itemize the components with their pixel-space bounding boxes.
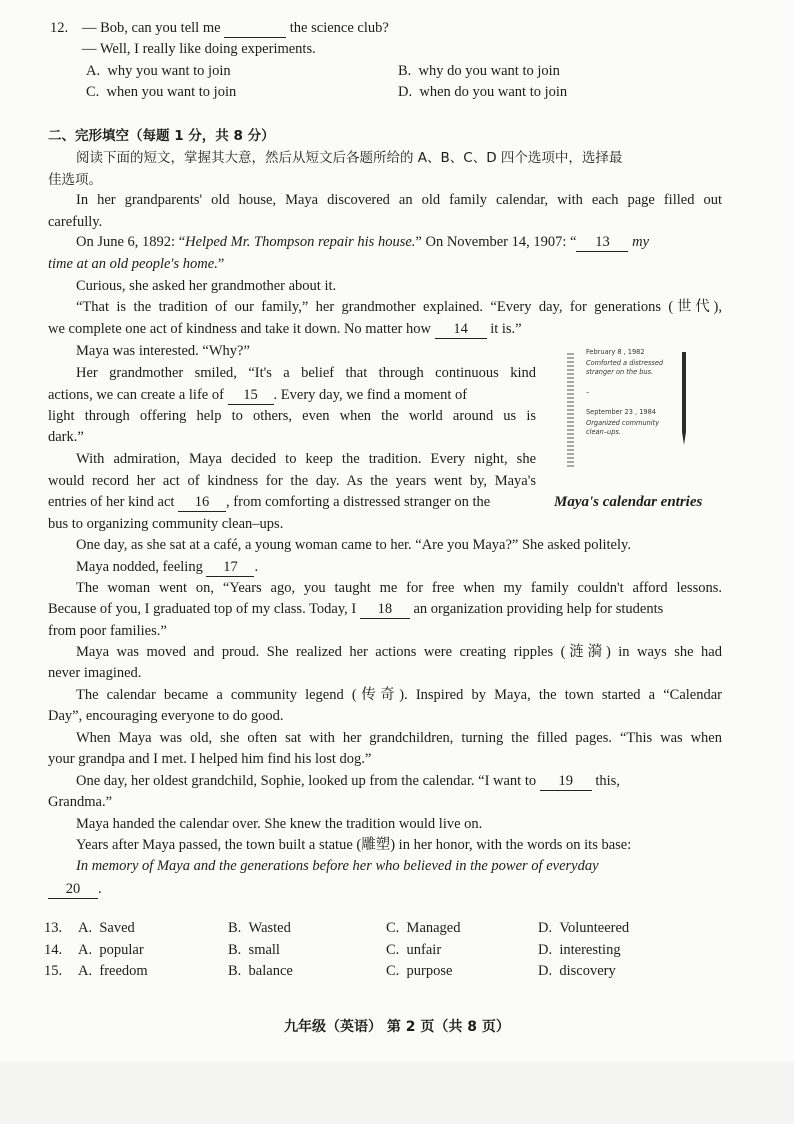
question-15-option-c[interactable]: C. purpose — [386, 963, 453, 979]
question-12-line-1: — Bob, can you tell me the science club? — [82, 20, 389, 36]
question-13-option-d[interactable]: D. Volunteered — [538, 920, 630, 936]
question-15-option-d[interactable]: D. discovery — [538, 963, 616, 979]
passage-paragraph-14-line-2: Grandma.” — [48, 794, 113, 810]
calendar-entry-2-line-1: Organized community — [586, 419, 660, 427]
question-12-option-a[interactable]: A. why you want to join — [86, 63, 231, 79]
question-15-option-a[interactable]: A. freedom — [78, 963, 148, 979]
question-12-blank — [224, 20, 286, 38]
calendar-entry-1-date: February 8 , 1982 — [586, 348, 645, 356]
passage-paragraph-6-line-3: light through offering help to others, even when the world around us is — [48, 408, 536, 424]
page-footer: 九年级（英语） 第 2 页（共 8 页） — [284, 1019, 510, 1035]
passage-paragraph-5: Maya was interested. “Why?” — [76, 343, 250, 359]
calendar-entry-2-line-2: clean–ups. — [586, 428, 621, 436]
blank-15[interactable]: 15 — [228, 387, 274, 405]
passage-paragraph-7-line-4: bus to organizing community clean–ups. — [48, 516, 284, 532]
calendar-caption: Maya's calendar entries — [554, 494, 703, 510]
passage-paragraph-13-line-1: When Maya was old, she often sat with her grandchildren, turning the filled pages. “This was when — [76, 730, 722, 746]
passage-paragraph-14-line-1: One day, her oldest grandchild, Sophie, looked up from the calendar. “I want to 19 this, — [76, 773, 620, 789]
question-15-number: 15. — [44, 963, 63, 979]
passage-paragraph-11-line-2: never imagined. — [48, 665, 142, 681]
question-14-option-d[interactable]: D. interesting — [538, 942, 621, 958]
passage-paragraph-10-line-3: from poor families.” — [48, 623, 167, 639]
question-13-option-c[interactable]: C. Managed — [386, 920, 461, 936]
passage-paragraph-16: Years after Maya passed, the town built a statue (雕塑) in her honor, with the words on its base: — [76, 837, 632, 853]
passage-paragraph-15: Maya handed the calendar over. She knew the tradition would live on. — [76, 816, 483, 832]
calendar-entry-2-date: September 23 , 1984 — [586, 408, 657, 416]
section-instruction-line-2: 佳选项。 — [48, 172, 102, 188]
blank-19[interactable]: 19 — [540, 773, 592, 791]
question-12-option-d[interactable]: D. when do you want to join — [398, 84, 568, 100]
passage-paragraph-17-line-1: In memory of Maya and the generations before her who believed in the power of everyday — [76, 858, 599, 874]
passage-paragraph-2-line-2: time at an old people's home.” — [48, 256, 225, 272]
question-13-number: 13. — [44, 920, 63, 936]
question-14-number: 14. — [44, 942, 63, 958]
question-14-option-b[interactable]: B. small — [228, 942, 280, 958]
spiral-binding-icon — [566, 350, 576, 472]
passage-paragraph-7-line-3: entries of her kind act 16 , from comforting a distressed stranger on the — [48, 494, 491, 510]
passage-paragraph-1-line-2: carefully. — [48, 214, 103, 230]
question-12-line-2: — Well, I really like doing experiments. — [82, 41, 316, 57]
calendar-entry-1-line-1: Comforted a distressed — [586, 359, 664, 367]
passage-paragraph-1-line-1: In her grandparents' old house, Maya discovered an old family calendar, with each page filled out — [76, 192, 722, 208]
blank-14[interactable]: 14 — [435, 321, 487, 339]
question-12-number: 12. — [50, 20, 69, 36]
calendar-illustration — [566, 350, 694, 472]
question-13-option-b[interactable]: B. Wasted — [228, 920, 291, 936]
passage-paragraph-12-line-2: Day”, encouraging everyone to do good. — [48, 708, 284, 724]
passage-paragraph-8: One day, as she sat at a café, a young woman came to her. “Are you Maya?” She asked politely. — [76, 537, 631, 553]
passage-paragraph-6-line-2: actions, we can create a life of 15 . Every day, we find a moment of — [48, 387, 468, 403]
blank-13[interactable]: 13 — [576, 234, 628, 252]
passage-paragraph-3: Curious, she asked her grandmother about it. — [76, 278, 337, 294]
passage-paragraph-17-line-2: 20 . — [48, 879, 722, 900]
question-15-option-b[interactable]: B. balance — [228, 963, 293, 979]
passage-paragraph-4-line-1: “That is the tradition of our family,” her grandmother explained. “Every day, for generations (世代), — [76, 299, 722, 315]
question-13-option-a[interactable]: A. Saved — [78, 920, 135, 936]
passage-paragraph-6-line-1: Her grandmother smiled, “It's a belief that through continuous kind — [76, 365, 536, 381]
passage-paragraph-4-line-2: we complete one act of kindness and take it down. No matter how 14 it is.” — [48, 321, 522, 337]
passage-paragraph-11-line-1: Maya was moved and proud. She realized her actions were creating ripples (涟漪) in ways she had — [76, 644, 722, 660]
calendar-dash: – — [586, 388, 590, 396]
passage-paragraph-7-line-1: With admiration, Maya decided to keep the tradition. Every night, she — [76, 451, 536, 467]
calendar-entry-1-line-2: stranger on the bus. — [586, 368, 654, 376]
passage-paragraph-12-line-1: The calendar became a community legend (传奇). Inspired by Maya, the town started a “Calendar — [76, 687, 722, 703]
passage-paragraph-7-line-2: would record her act of kindness for the day. As the years went by, Maya's — [48, 473, 536, 489]
passage-paragraph-6-line-4: dark.” — [48, 429, 84, 445]
passage-paragraph-9: Maya nodded, feeling 17 . — [76, 559, 259, 575]
question-14-option-a[interactable]: A. popular — [78, 942, 144, 958]
blank-17[interactable]: 17 — [206, 559, 254, 577]
passage-paragraph-2-line-1: On June 6, 1892: “Helped Mr. Thompson repair his house.” On November 14, 1907: “ 13 my — [76, 234, 650, 250]
blank-16[interactable]: 16 — [178, 494, 226, 512]
question-12-option-b[interactable]: B. why do you want to join — [398, 63, 560, 79]
blank-18[interactable]: 18 — [360, 601, 410, 619]
pen-icon — [680, 352, 688, 446]
passage-paragraph-10-line-1: The woman went on, “Years ago, you taught me for free when my family couldn't afford lessons. — [76, 580, 722, 596]
passage-paragraph-10-line-2: Because of you, I graduated top of my class. Today, I 18 an organization providing help for students — [48, 601, 664, 617]
section-heading: 二、完形填空（每题 1 分，共 8 分） — [48, 128, 275, 144]
passage-paragraph-13-line-2: your grandpa and I met. I helped him find his lost dog.” — [48, 751, 372, 767]
question-12-option-c[interactable]: C. when you want to join — [86, 84, 237, 100]
blank-20[interactable]: 20 — [48, 881, 98, 899]
question-14-option-c[interactable]: C. unfair — [386, 942, 442, 958]
section-instruction-line-1: 阅读下面的短文，掌握其大意，然后从短文后各题所给的 A、B、C、D 四个选项中，选择最 — [76, 150, 623, 166]
